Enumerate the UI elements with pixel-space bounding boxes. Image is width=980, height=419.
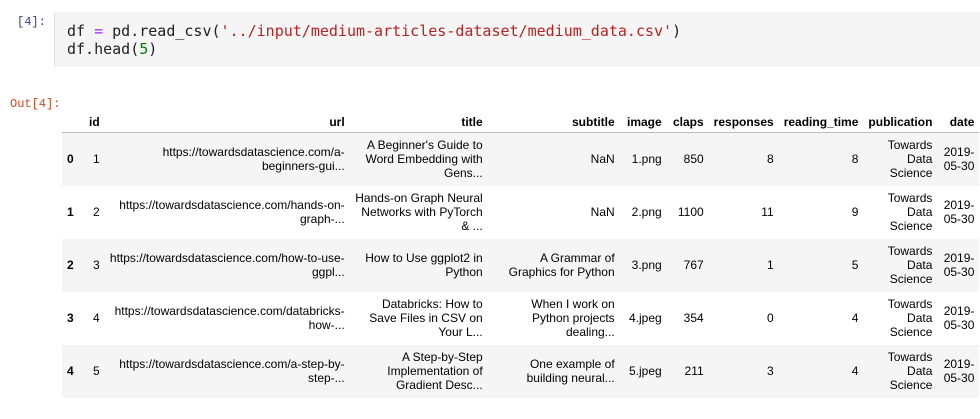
cell-reading-time: 8 [851, 152, 859, 167]
table-row [62, 186, 979, 239]
column-header: responses [709, 112, 779, 133]
table-row [62, 292, 979, 345]
column-header: title [350, 112, 488, 133]
row-index: 1 [67, 205, 74, 219]
cell-title: Hands-on Graph Neural Networks with PyTorch & ... [355, 191, 483, 233]
column-header: claps [667, 112, 709, 133]
cell-publication: Towards Data Science [887, 350, 933, 392]
cell-responses: 0 [767, 311, 774, 325]
cell-subtitle: NaN [590, 152, 615, 167]
cell-responses: 8 [767, 152, 774, 167]
cell-responses: 11 [761, 205, 774, 219]
cell-url: https://towardsdatascience.com/a-beginners-gui... [162, 145, 345, 174]
column-header: subtitle [488, 112, 620, 133]
column-header: url [105, 112, 350, 133]
row-index: 2 [67, 258, 74, 272]
column-header: image [620, 112, 667, 133]
dataframe-table [62, 112, 979, 398]
cell-claps: 354 [683, 311, 704, 325]
cell-title: Databricks: How to Save Files in CSV on Your L... [369, 297, 483, 339]
cell-reading-time: 9 [851, 205, 859, 219]
cell-url: https://towardsdatascience.com/hands-on-graph-... [119, 198, 345, 226]
cell-subtitle: One example of building neural... [526, 357, 615, 385]
cell-id: 5 [92, 364, 100, 378]
output-prompt: Out[4]: [10, 97, 61, 111]
cell-publication: Towards Data Science [887, 191, 933, 233]
cell-image: 4.jpeg [628, 311, 662, 325]
column-header: id [84, 112, 105, 133]
table-row [62, 345, 979, 398]
cell-title: How to Use ggplot2 in Python [365, 251, 483, 279]
table-row [62, 133, 979, 186]
cell-id: 4 [92, 311, 100, 325]
row-index: 3 [67, 311, 74, 325]
cell-id: 1 [92, 152, 100, 167]
row-index: 4 [67, 364, 74, 378]
cell-title: A Step-by-Step Implementation of Gradient Desc... [387, 350, 483, 392]
cell-url: https://towardsdatascience.com/databricks-how-... [114, 304, 345, 332]
cell-image: 3.png [631, 258, 662, 272]
cell-claps: 850 [683, 152, 704, 167]
column-header: reading_time [779, 112, 864, 133]
cell-claps: 211 [684, 364, 704, 378]
cell-subtitle: When I work on Python projects dealing... [531, 297, 615, 339]
cell-title: A Beginner's Guide to Word Embedding with Gens... [365, 138, 483, 181]
cell-image: 2.png [631, 205, 662, 219]
cell-reading-time: 4 [851, 311, 859, 325]
cell-date: 2019-05-30 [943, 198, 975, 226]
cell-image: 1.png [631, 152, 662, 167]
cell-date: 2019-05-30 [943, 251, 975, 279]
cell-reading-time: 4 [851, 364, 859, 378]
cell-subtitle: NaN [590, 205, 615, 219]
cell-date: 2019-05-30 [943, 357, 975, 385]
cell-date: 2019-05-30 [943, 145, 975, 174]
table-header-row [62, 112, 979, 133]
cell-subtitle: A Grammar of Graphics for Python [508, 251, 615, 279]
cell-id: 2 [92, 205, 100, 219]
cell-responses: 3 [767, 364, 774, 378]
cell-claps: 767 [683, 258, 704, 272]
cell-url: https://towardsdatascience.com/how-to-use-ggpl... [109, 251, 345, 279]
row-index: 0 [67, 152, 74, 167]
cell-reading-time: 5 [851, 258, 859, 272]
cell-responses: 1 [767, 258, 774, 272]
table-row [62, 239, 979, 292]
code-editor[interactable] [54, 12, 980, 67]
column-header: date [937, 112, 979, 133]
input-prompt: [4]: [17, 15, 46, 29]
cell-publication: Towards Data Science [887, 244, 933, 286]
cell-id: 3 [92, 258, 100, 272]
cell-image: 5.jpeg [628, 364, 662, 378]
column-header [62, 112, 84, 133]
cell-url: https://towardsdatascience.com/a-step-by-step-... [119, 357, 345, 385]
column-header: publication [863, 112, 937, 133]
cell-date: 2019-05-30 [943, 304, 975, 332]
cell-claps: 1100 [677, 205, 704, 219]
cell-publication: Towards Data Science [887, 297, 933, 339]
code-text: df = pd.read_csv('../input/medium-articles-dataset/medium_data.csv') df.head(5) [67, 22, 682, 58]
cell-publication: Towards Data Science [887, 138, 933, 181]
